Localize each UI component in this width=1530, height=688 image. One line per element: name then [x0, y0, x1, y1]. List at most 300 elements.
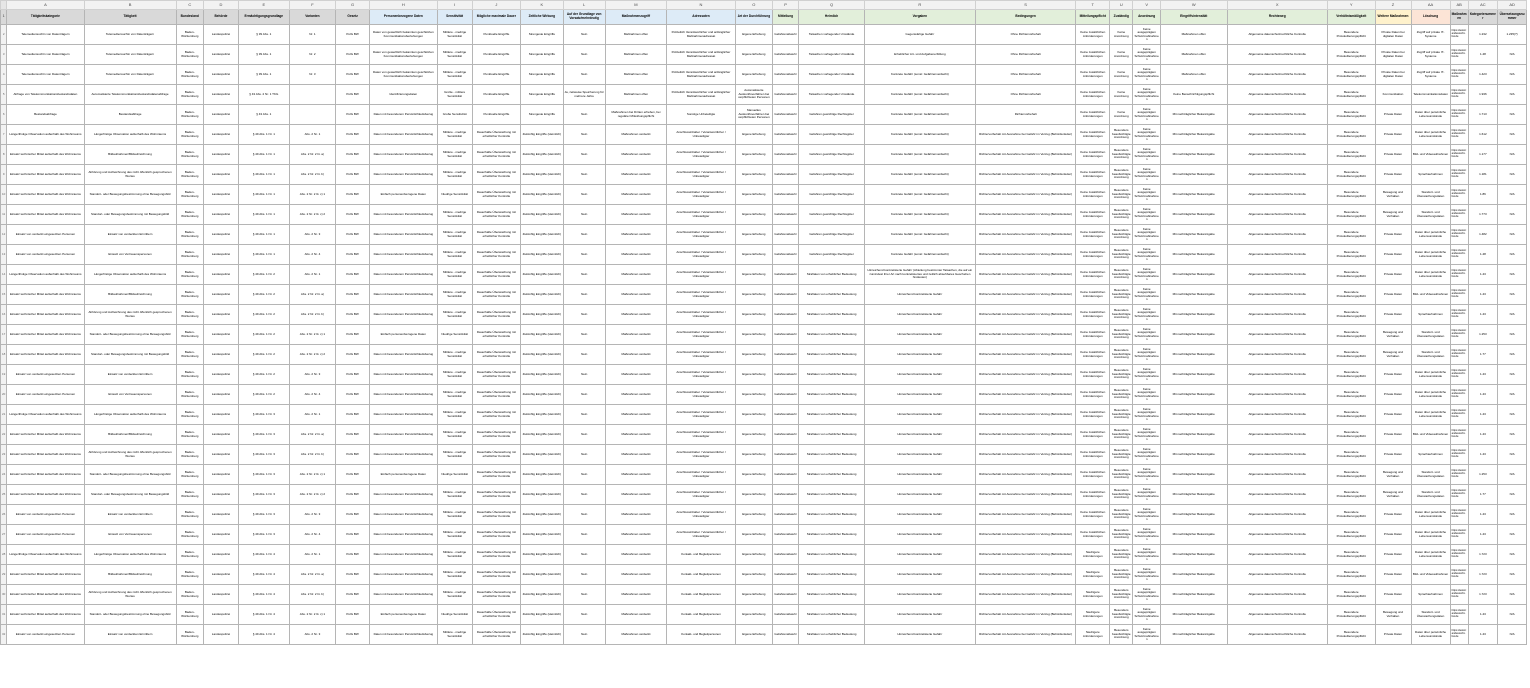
table-cell[interactable]: Kontakt- und Begleitpersonen	[667, 625, 736, 645]
table-cell[interactable]: Mit nachträglicher Bekanntgabe	[1160, 505, 1227, 525]
table-cell[interactable]: Daten über persönliche Lebensumstände	[1411, 505, 1450, 525]
table-cell[interactable]: Abs. 2 Nr. 3	[289, 625, 336, 645]
table-cell[interactable]: Mit nachträglicher Bekanntgabe	[1160, 225, 1227, 245]
row-number[interactable]: 28	[1, 545, 7, 565]
table-cell[interactable]: 1.43	[1468, 385, 1498, 405]
table-cell[interactable]: Gefahrenabwehr	[772, 45, 798, 65]
table-cell[interactable]: PolG BW	[336, 425, 370, 445]
table-cell[interactable]: Gefahrenabwehr	[772, 585, 798, 605]
table-cell[interactable]: Hinreichend konkretisierte Gefahr	[864, 345, 975, 365]
table-cell[interactable]: Zugriff auf private IT-Systeme	[1411, 65, 1450, 85]
table-cell[interactable]: Einsatz von verdeckt eingesetzten Personen	[7, 525, 84, 545]
table-cell[interactable]: Gefahrenabwehr	[772, 105, 798, 125]
table-cell[interactable]: Gefahrenabwehr	[772, 245, 798, 265]
table-cell[interactable]: Daten mit besonderem Persönlichkeitsbezug	[370, 345, 438, 365]
table-cell[interactable]: Gefahrenabwehr	[772, 605, 798, 625]
table-cell[interactable]: Standort- oder Bewegungsbestimmung ohne Bewegungsbild	[84, 185, 176, 205]
table-cell[interactable]: Richtervorbehalt mit Ausnahme bei Gefahr im Verzug (Behördenleiter)	[975, 365, 1075, 385]
table-cell[interactable]: Tatsachen vorliegender Umstände	[799, 65, 865, 85]
table-cell[interactable]: Standort- und Überwachungsdaten	[1411, 605, 1450, 625]
table-cell[interactable]: https://www.landesrecht-bw.de	[1450, 225, 1468, 245]
table-cell[interactable]: Zukünftig Eingriffe (Heimlich)	[521, 565, 563, 585]
table-cell[interactable]: Besonders beaufsichtigte Anordnung	[1110, 605, 1133, 625]
row-number[interactable]: 12	[1, 225, 7, 245]
table-cell[interactable]: Baden-Württemberg	[176, 345, 203, 365]
table-cell[interactable]: Besonders beaufsichtigte Anordnung	[1110, 565, 1133, 585]
table-cell[interactable]: Richtervorbehalt mit Ausnahme bei Gefahr im Verzug (Behördenleiter)	[975, 585, 1075, 605]
table-cell[interactable]: Besonders beaufsichtigte Anordnung	[1110, 585, 1133, 605]
table-cell[interactable]: Keine Anordnung	[1110, 25, 1133, 45]
table-cell[interactable]: Private Daten	[1375, 305, 1411, 325]
table-cell[interactable]: Allgemeine datenschutzrechtliche Kontrolle	[1227, 345, 1327, 365]
row-number[interactable]: 23	[1, 445, 7, 465]
table-cell[interactable]: N/A	[1498, 505, 1527, 525]
table-cell[interactable]: Gefahrenabwehr	[772, 205, 798, 225]
table-cell[interactable]: Einfach personenbezogene Daten	[370, 465, 438, 485]
table-cell[interactable]: Dauerhafte Überwachung mit erheblicher Kontrolle	[472, 625, 521, 645]
table-cell[interactable]: 1.253	[1468, 325, 1498, 345]
table-cell[interactable]: PolG BW	[336, 145, 370, 165]
table-cell[interactable]: N/A	[1498, 485, 1527, 505]
table-cell[interactable]: Keine ausgeprägten Schutzmaßnahmen	[1133, 225, 1160, 245]
column-header-letter[interactable]: AC	[1468, 1, 1498, 10]
table-cell[interactable]: Baden-Württemberg	[176, 85, 203, 105]
table-cell[interactable]: Telemediensuchtn von Datenträgern	[84, 45, 176, 65]
row-number[interactable]: 31	[1, 605, 7, 625]
table-cell[interactable]: 1.936	[1468, 85, 1498, 105]
table-cell[interactable]: Richtervorbehalt mit Ausnahme bei Gefahr im Verzug (Behördenleiter)	[975, 285, 1075, 305]
table-cell[interactable]: Richtervorbehalt mit Ausnahme bei Gefahr im Verzug (Behördenleiter)	[975, 565, 1075, 585]
table-cell[interactable]: Abs. 2 Nr. 4	[289, 525, 336, 545]
table-cell[interactable]: Abs. 2 Nr. 3	[289, 365, 336, 385]
table-cell[interactable]: Dauerhafte Überwachung mit erheblicher Kontrolle	[472, 225, 521, 245]
table-cell[interactable]: PolG BW	[336, 85, 370, 105]
table-cell[interactable]: Allgemeine datenschutzrechtliche Kontrolle	[1227, 385, 1327, 405]
table-cell[interactable]: 1.43	[1468, 445, 1498, 465]
table-cell[interactable]: Eigene Erhebung	[735, 585, 772, 605]
table-cell[interactable]: Allgemeine datenschutzrechtliche Kontrolle	[1227, 305, 1327, 325]
table-cell[interactable]: 1.181	[1468, 165, 1498, 185]
table-cell[interactable]: Gefahrenabwehr	[772, 225, 798, 245]
table-cell[interactable]: Allgemeine datenschutzrechtliche Kontrolle	[1227, 505, 1327, 525]
table-cell[interactable]: Gegenwärtige Gefahr	[864, 25, 975, 45]
table-cell[interactable]: PolG BW	[336, 125, 370, 145]
column-header[interactable]: Maßnahmenzugriff	[605, 10, 666, 25]
table-cell[interactable]: Konkrete Gefahr (sonst: Gefahrenverdacht)	[864, 205, 975, 225]
table-cell[interactable]: Straftaten von erheblicher Bedeutung	[799, 605, 865, 625]
table-cell[interactable]: Konkrete Gefahr (sonst: Gefahrenverdacht)	[864, 185, 975, 205]
table-cell[interactable]: Straftaten von erheblicher Bedeutung	[799, 445, 865, 465]
table-cell[interactable]: Eigene Erhebung	[735, 225, 772, 245]
row-number[interactable]: 26	[1, 505, 7, 525]
table-cell[interactable]: Maßnahmen verdeckt	[605, 445, 666, 465]
table-cell[interactable]: Anschlussinhaber / Verantwortlicher / Unbeteiligter	[667, 445, 736, 465]
table-cell[interactable]: Gefahren gewichtige Rechtsgüter	[799, 245, 865, 265]
table-cell[interactable]: Nein	[563, 585, 605, 605]
table-cell[interactable]: Eigene Erhebung	[735, 505, 772, 525]
table-cell[interactable]: https://www.landesrecht-bw.de	[1450, 345, 1468, 365]
column-header-letter[interactable]: Y	[1327, 1, 1375, 10]
table-cell[interactable]: Nein	[563, 105, 605, 125]
table-cell[interactable]: Anschlussinhaber / Verantwortlicher / Unbeteiligter	[667, 165, 736, 185]
table-cell[interactable]: 1.713	[1468, 105, 1498, 125]
row-number[interactable]: 3	[1, 45, 7, 65]
table-cell[interactable]: Abs. 2 Nr. 2 lit. c) 2	[289, 205, 336, 225]
table-cell[interactable]: Manuelles Auskunftsverfahren bei verpflichteten Personen	[735, 105, 772, 125]
table-cell[interactable]: Private Daten bei digitalen Daten	[1375, 65, 1411, 85]
column-header[interactable]: Rechtsweg	[1227, 10, 1327, 25]
table-cell[interactable]: Allgemeine datenschutzrechtliche Kontrolle	[1227, 205, 1327, 225]
table-cell[interactable]: Mittlere - niedrige Sensitivität	[437, 45, 472, 65]
table-cell[interactable]: https://www.landesrecht-bw.de	[1450, 605, 1468, 625]
table-cell[interactable]: Private Daten bei digitalen Daten	[1375, 45, 1411, 65]
table-cell[interactable]: Maßnahmen verdeckt	[605, 145, 666, 165]
table-cell[interactable]: Maßnahmen verdeckt	[605, 305, 666, 325]
table-cell[interactable]: Baden-Württemberg	[176, 625, 203, 645]
table-cell[interactable]: N/A	[1498, 585, 1527, 605]
table-cell[interactable]: Konkrete Gefahr (sonst: Gefahrenverdacht)	[864, 165, 975, 185]
table-cell[interactable]: Dauerhafte Überwachung mit erheblicher Kontrolle	[472, 405, 521, 425]
table-cell[interactable]: Gefahren gewichtige Rechtsgüter	[799, 165, 865, 185]
table-cell[interactable]: https://www.landesrecht-bw.de	[1450, 465, 1468, 485]
column-header-letter[interactable]: O	[735, 1, 772, 10]
table-cell[interactable]: Daten mit besonderem Persönlichkeitsbezug	[370, 585, 438, 605]
table-cell[interactable]: Keine ausgeprägten Schutzmaßnahmen	[1133, 265, 1160, 285]
table-cell[interactable]: Baden-Württemberg	[176, 245, 203, 265]
table-cell[interactable]: Besondere Protokollierungspflicht	[1327, 405, 1375, 425]
table-cell[interactable]: Anschlussinhaber / Verantwortlicher / Unbeteiligter	[667, 265, 736, 285]
table-cell[interactable]: Mittlere - niedrige Sensitivität	[437, 625, 472, 645]
table-cell[interactable]: Zukünftig Eingriffe (Heimlich)	[521, 265, 563, 285]
table-cell[interactable]: Telemediensuchtn von Datenträgern	[7, 65, 84, 85]
table-cell[interactable]: Bildaufnahmen/Bildaufzeichnung	[84, 145, 176, 165]
column-header-letter[interactable]: F	[289, 1, 336, 10]
table-cell[interactable]: https://www.landesrecht-bw.de	[1450, 205, 1468, 225]
table-cell[interactable]: § 49 Abs. 1 Nr. 3	[238, 485, 289, 505]
table-cell[interactable]: Baden-Württemberg	[176, 185, 203, 205]
table-cell[interactable]: Nr. 2	[289, 45, 336, 65]
table-cell[interactable]: Kontakt- und Begleitpersonen	[667, 545, 736, 565]
table-cell[interactable]: Baden-Württemberg	[176, 445, 203, 465]
table-cell[interactable]: Keine zusätzlichen Anforderungen	[1076, 245, 1110, 265]
table-cell[interactable]: https://www.landesrecht-bw.de	[1450, 185, 1468, 205]
column-header-letter[interactable]: N	[667, 1, 736, 10]
table-cell[interactable]: Besonders beaufsichtigte Anordnung	[1110, 625, 1133, 645]
table-cell[interactable]: Daten mit besonderem Persönlichkeitsbezug	[370, 285, 438, 305]
table-cell[interactable]: Zukünftig Eingriffe (Heimlich)	[521, 245, 563, 265]
table-cell[interactable]: Gefahrenabwehr	[772, 85, 798, 105]
column-header-letter[interactable]: B	[84, 1, 176, 10]
table-cell[interactable]: Zukünftig Eingriffe (Heimlich)	[521, 585, 563, 605]
table-cell[interactable]: Sprachaufnahmen	[1411, 585, 1450, 605]
table-cell[interactable]: https://www.landesrecht-bw.de	[1450, 145, 1468, 165]
column-header-letter[interactable]: A	[7, 1, 84, 10]
column-header-letter[interactable]: G	[336, 1, 370, 10]
table-cell[interactable]: Zukünftig Eingriffe (Heimlich)	[521, 425, 563, 445]
row-number[interactable]: 2	[1, 25, 7, 45]
table-cell[interactable]: Keine zusätzlichen Anforderungen	[1076, 65, 1110, 85]
table-cell[interactable]: Private Daten	[1375, 505, 1411, 525]
table-cell[interactable]: Richtervorbehalt mit Ausnahme bei Gefahr im Verzug (Behördenleiter)	[975, 425, 1075, 445]
table-cell[interactable]: Keine Anordnung	[1110, 45, 1133, 65]
table-cell[interactable]: Abs. 2 Nr. 3	[289, 225, 336, 245]
table-cell[interactable]: § 43 Abs. 2 Nr. 1 TKG	[238, 85, 289, 105]
table-cell[interactable]: Hinreichend konkretisierte Gefahr	[864, 385, 975, 405]
table-cell[interactable]: Gefahrenabwehr	[772, 385, 798, 405]
row-number[interactable]: 27	[1, 525, 7, 545]
column-header[interactable]: Zeitliche Wirkung	[521, 10, 563, 25]
table-cell[interactable]: Landespolizei	[204, 125, 239, 145]
table-cell[interactable]: Mit nachträglicher Bekanntgabe	[1160, 385, 1227, 405]
table-cell[interactable]: Hinreichend konkretisierte Gefahr	[864, 365, 975, 385]
table-cell[interactable]: Mit nachträglicher Bekanntgabe	[1160, 585, 1227, 605]
table-cell[interactable]: Polizeilich Verantwortlicher und anfänglicher Maßnahmenadressat	[667, 85, 736, 105]
table-cell[interactable]: Einsatz von Vertrauenspersonen	[84, 525, 176, 545]
table-cell[interactable]: Mit nachträglicher Bekanntgabe	[1160, 425, 1227, 445]
table-cell[interactable]: Maßnahmen verdeckt	[605, 605, 666, 625]
table-cell[interactable]: Bewegung und Verhalten	[1375, 465, 1411, 485]
column-header-letter[interactable]: K	[521, 1, 563, 10]
table-cell[interactable]: 1.177	[1468, 145, 1498, 165]
row-number[interactable]: 32	[1, 625, 7, 645]
table-cell[interactable]: 1.43	[1468, 405, 1498, 425]
table-cell[interactable]: Landespolizei	[204, 365, 239, 385]
table-cell[interactable]: Straftaten von erheblicher Bedeutung	[799, 345, 865, 365]
table-cell[interactable]: Mit nachträglicher Bekanntgabe	[1160, 605, 1227, 625]
table-cell[interactable]: Mittlere - niedrige Sensitivität	[437, 545, 472, 565]
table-cell[interactable]: Telemediensuchtn von Datenträgern	[84, 25, 176, 45]
table-cell[interactable]: Zukünftig Eingriffe (Heimlich)	[521, 405, 563, 425]
column-header-letter[interactable]: D	[204, 1, 239, 10]
table-cell[interactable]: Allgemeine datenschutzrechtliche Kontrolle	[1227, 225, 1327, 245]
table-cell[interactable]: Keine ausgeprägten Schutzmaßnahmen	[1133, 245, 1160, 265]
table-cell[interactable]: Besondere Protokollierungspflicht	[1327, 545, 1375, 565]
table-cell[interactable]: Abs. 2 Nr. 4	[289, 245, 336, 265]
table-cell[interactable]: Einsatz technischer Mittel außerhalb des Wohnraums	[7, 185, 84, 205]
table-cell[interactable]: https://www.landesrecht-bw.de	[1450, 165, 1468, 185]
table-cell[interactable]: Hinreichend konkretisierte Gefahr (Ableitung bestimmter Tatsachen, die auf ein zumindest ihrer Art nach konkretisiertes und zeitlich absehbares Geschehen hindeuten)	[864, 265, 975, 285]
table-cell[interactable]: Gefahrenabwehr	[772, 305, 798, 325]
table-cell[interactable]: Nein	[563, 45, 605, 65]
table-cell[interactable]: § 49 Abs. 1 Nr. 4	[238, 565, 289, 585]
table-cell[interactable]: Eigene Erhebung	[735, 605, 772, 625]
table-cell[interactable]: Gefahrenabwehr	[772, 65, 798, 85]
table-cell[interactable]: Landespolizei	[204, 385, 239, 405]
table-cell[interactable]: Einsatz von verdeckt eingesetzten Personen	[7, 365, 84, 385]
table-cell[interactable]: Tatsachen vorliegender Umstände	[799, 45, 865, 65]
table-cell[interactable]: Keine zusätzlichen Anforderungen	[1076, 405, 1110, 425]
table-cell[interactable]: Keine zusätzlichen Anforderungen	[1076, 465, 1110, 485]
table-cell[interactable]: Mit nachträglicher Bekanntgabe	[1160, 245, 1227, 265]
table-cell[interactable]: Daten mit besonderem Persönlichkeitsbezug	[370, 265, 438, 285]
table-cell[interactable]: PolG BW	[336, 465, 370, 485]
table-cell[interactable]: Zukünftig Eingriffe (Heimlich)	[521, 145, 563, 165]
column-header-letter[interactable]: P	[772, 1, 798, 10]
table-cell[interactable]: Strengeste Eingriffe	[521, 45, 563, 65]
column-header[interactable]: Tätigkeit	[84, 10, 176, 25]
table-cell[interactable]: Besondere Protokollierungspflicht	[1327, 345, 1375, 365]
table-cell[interactable]: Eigene Erhebung	[735, 205, 772, 225]
row-number[interactable]: 1	[1, 10, 7, 25]
table-cell[interactable]: Nein	[563, 525, 605, 545]
table-cell[interactable]: § 49 Abs. 1 Nr. 3	[238, 405, 289, 425]
table-cell[interactable]: § 49 Abs. 1 Nr. 3	[238, 445, 289, 465]
table-cell[interactable]: Einsatz technischer Mittel außerhalb des Wohnraums	[7, 145, 84, 165]
table-cell[interactable]: Dauerhafte Überwachung mit erheblicher Kontrolle	[472, 365, 521, 385]
table-cell[interactable]: Allgemeine datenschutzrechtliche Kontrolle	[1227, 465, 1327, 485]
table-cell[interactable]: Ja, zeitweise Speicherung für mehrere Jahre	[563, 85, 605, 105]
table-cell[interactable]: https://www.landesrecht-bw.de	[1450, 365, 1468, 385]
table-cell[interactable]: Private Daten	[1375, 545, 1411, 565]
table-cell[interactable]: Maßnahmen verdeckt	[605, 325, 666, 345]
table-cell[interactable]: Maßnahmen verdeckt	[605, 365, 666, 385]
table-cell[interactable]: Besonders beaufsichtigte Anordnung	[1110, 145, 1133, 165]
table-cell[interactable]: Abs. 2 Nr. 2 lit. a)	[289, 425, 336, 445]
table-cell[interactable]: Allgemeine datenschutzrechtliche Kontrolle	[1227, 25, 1327, 45]
table-cell[interactable]: Landespolizei	[204, 245, 239, 265]
table-cell[interactable]: Allgemeine datenschutzrechtliche Kontrolle	[1227, 85, 1327, 105]
table-cell[interactable]: Keine ausgeprägten Schutzmaßnahmen	[1133, 485, 1160, 505]
table-cell[interactable]: Richtervorbehalt mit Ausnahme bei Gefahr im Verzug (Behördenleiter)	[975, 605, 1075, 625]
table-cell[interactable]: Anschlussinhaber / Verantwortlicher / Unbeteiligter	[667, 185, 736, 205]
table-cell[interactable]: Maßnahmen verdeckt	[605, 125, 666, 145]
table-cell[interactable]: https://www.landesrecht-bw.de	[1450, 445, 1468, 465]
column-header[interactable]: Kategorienummer	[1468, 10, 1498, 25]
table-cell[interactable]: Abs. 2 Nr. 2 lit. c) 2	[289, 345, 336, 365]
row-number[interactable]: 19	[1, 365, 7, 385]
table-cell[interactable]: Abs. 2 Nr. 2 lit. c) 1	[289, 185, 336, 205]
table-cell[interactable]: Landespolizei	[204, 205, 239, 225]
table-cell[interactable]: Keine zusätzlichen Anforderungen	[1076, 505, 1110, 525]
table-cell[interactable]: Hinreichend konkretisierte Gefahr	[864, 505, 975, 525]
table-cell[interactable]: Dauerhafte Überwachung mit erheblicher Kontrolle	[472, 565, 521, 585]
table-cell[interactable]: Abs. 2 Nr. 2 lit. b)	[289, 445, 336, 465]
table-cell[interactable]: Landespolizei	[204, 545, 239, 565]
table-cell[interactable]: Sprachaufnahmen	[1411, 445, 1450, 465]
table-cell[interactable]: Landespolizei	[204, 65, 239, 85]
table-cell[interactable]: Straftaten von erheblicher Bedeutung	[799, 425, 865, 445]
table-cell[interactable]: Eigene Erhebung	[735, 165, 772, 185]
table-cell[interactable]: Daten über persönliche Lebensumstände	[1411, 385, 1450, 405]
table-cell[interactable]: Private Daten	[1375, 565, 1411, 585]
table-cell[interactable]: Mit nachträglicher Bekanntgabe	[1160, 445, 1227, 465]
table-cell[interactable]: Mit nachträglicher Bekanntgabe	[1160, 185, 1227, 205]
table-cell[interactable]: Landespolizei	[204, 265, 239, 285]
table-cell[interactable]: Einsatz von verdeckten Ermittlern	[84, 365, 176, 385]
table-cell[interactable]: Daten mit besonderem Persönlichkeitsbezug	[370, 105, 438, 125]
table-cell[interactable]: Abs. 2 Nr. 2 lit. a)	[289, 285, 336, 305]
table-cell[interactable]: Nr. 3	[289, 65, 336, 85]
table-cell[interactable]: Standort- oder Bewegungsbestimmung ohne Bewegungsbild	[84, 465, 176, 485]
table-cell[interactable]: Baden-Württemberg	[176, 465, 203, 485]
table-cell[interactable]: Anschlussinhaber / Verantwortlicher / Unbeteiligter	[667, 465, 736, 485]
column-header[interactable]: Verhältnismäßigkeit	[1327, 10, 1375, 25]
table-cell[interactable]: Straftaten von erheblicher Bedeutung	[799, 405, 865, 425]
table-cell[interactable]: Anschlussinhaber / Verantwortlicher / Unbeteiligter	[667, 285, 736, 305]
table-cell[interactable]: Telemediensuchtn von Datenträgern	[7, 45, 84, 65]
table-cell[interactable]: https://www.landesrecht-bw.de	[1450, 285, 1468, 305]
table-cell[interactable]: Richtervorbehalt mit Ausnahme bei Gefahr im Verzug (Behördenleiter)	[975, 125, 1075, 145]
row-number[interactable]: 29	[1, 565, 7, 585]
table-cell[interactable]: Landespolizei	[204, 45, 239, 65]
table-cell[interactable]: Besonders beaufsichtigte Anordnung	[1110, 225, 1133, 245]
table-cell[interactable]: N/A	[1498, 105, 1527, 125]
table-cell[interactable]: Besondere Protokollierungspflicht	[1327, 605, 1375, 625]
table-cell[interactable]: Gefahrenabwehr	[772, 485, 798, 505]
table-cell[interactable]: Allgemeine datenschutzrechtliche Kontrolle	[1227, 265, 1327, 285]
table-cell[interactable]: Private Daten	[1375, 525, 1411, 545]
table-cell[interactable]: PolG BW	[336, 285, 370, 305]
table-cell[interactable]: Bild- und Videoaufnahmen	[1411, 285, 1450, 305]
table-cell[interactable]: Mittlere - niedrige Sensitivität	[437, 385, 472, 405]
table-cell[interactable]: Dauerhafte Überwachung mit erheblicher Kontrolle	[472, 505, 521, 525]
row-number[interactable]: 20	[1, 385, 7, 405]
table-cell[interactable]: Straftaten von erheblicher Bedeutung	[799, 485, 865, 505]
table-cell[interactable]: Abhörung und Aufzeichnung des nicht öffentlich gesprochenen Wortes	[84, 305, 176, 325]
table-cell[interactable]: Maßnahmen verdeckt	[605, 465, 666, 485]
table-cell[interactable]: Maßnahmen verdeckt	[605, 625, 666, 645]
table-cell[interactable]: Private Daten	[1375, 225, 1411, 245]
table-cell[interactable]: § 39 Abs. 1	[238, 65, 289, 85]
table-cell[interactable]: PolG BW	[336, 625, 370, 645]
table-cell[interactable]: N/A	[1498, 385, 1527, 405]
table-cell[interactable]: Landespolizei	[204, 485, 239, 505]
table-cell[interactable]: https://www.landesrecht-bw.de	[1450, 25, 1468, 45]
table-cell[interactable]: § 49 Abs. 1 Nr. 1	[238, 145, 289, 165]
table-cell[interactable]: Keine ausgeprägten Schutzmaßnahmen	[1133, 285, 1160, 305]
table-cell[interactable]: https://www.landesrecht-bw.de	[1450, 585, 1468, 605]
table-cell[interactable]: Keine zusätzlichen Anforderungen	[1076, 425, 1110, 445]
table-cell[interactable]: Keine zusätzlichen Anforderungen	[1076, 45, 1110, 65]
table-cell[interactable]: https://www.landesrecht-bw.de	[1450, 325, 1468, 345]
table-cell[interactable]: Nein	[563, 445, 605, 465]
table-cell[interactable]: Dauerhafte Überwachung mit erheblicher Kontrolle	[472, 285, 521, 305]
table-cell[interactable]: Sprachaufnahmen	[1411, 305, 1450, 325]
table-cell[interactable]: Nein	[563, 285, 605, 305]
table-cell[interactable]: Punktuelle Eingriffe	[472, 65, 521, 85]
table-cell[interactable]: Mittlere - niedrige Sensitivität	[437, 265, 472, 285]
column-header[interactable]: Adressaten	[667, 10, 736, 25]
table-cell[interactable]: https://www.landesrecht-bw.de	[1450, 525, 1468, 545]
table-cell[interactable]: Mit nachträglicher Bekanntgabe	[1160, 405, 1227, 425]
table-cell[interactable]: Nein	[563, 465, 605, 485]
table-cell[interactable]: Einfach personenbezogene Daten	[370, 185, 438, 205]
table-cell[interactable]: Längerfristige Observation außerhalb des Wohnraums	[7, 405, 84, 425]
column-header-letter[interactable]: AD	[1498, 1, 1527, 10]
table-cell[interactable]: Gefahren gewichtige Rechtsgüter	[799, 185, 865, 205]
table-cell[interactable]: Daten über persönliche Lebensumstände	[1411, 545, 1450, 565]
table-cell[interactable]: Dauerhafte Überwachung mit erheblicher Kontrolle	[472, 425, 521, 445]
row-number[interactable]: 21	[1, 405, 7, 425]
table-cell[interactable]: Besonders beaufsichtigte Anordnung	[1110, 365, 1133, 385]
table-cell[interactable]: Baden-Württemberg	[176, 405, 203, 425]
table-cell[interactable]: Eigene Erhebung	[735, 385, 772, 405]
table-cell[interactable]: Mittlere - niedrige Sensitivität	[437, 445, 472, 465]
table-cell[interactable]: N/A	[1498, 305, 1527, 325]
table-cell[interactable]: Einsatz technischer Mittel außerhalb des Wohnraums	[7, 345, 84, 365]
table-cell[interactable]: Daten mit besonderem Persönlichkeitsbezug	[370, 225, 438, 245]
table-cell[interactable]: Keine zusätzlichen Anforderungen	[1076, 105, 1110, 125]
table-cell[interactable]: Anschlussinhaber / Verantwortlicher / Unbeteiligter	[667, 385, 736, 405]
table-cell[interactable]: Mit nachträglicher Bekanntgabe	[1160, 525, 1227, 545]
table-cell[interactable]: Mit nachträglicher Bekanntgabe	[1160, 165, 1227, 185]
table-cell[interactable]: Gefahrenabwehr	[772, 25, 798, 45]
column-header-letter[interactable]: R	[864, 1, 975, 10]
table-cell[interactable]: Abhörung und Aufzeichnung des nicht öffentlich gesprochenen Wortes	[84, 165, 176, 185]
table-cell[interactable]: Längerfristige Observation außerhalb des Wohnraums	[84, 405, 176, 425]
table-cell[interactable]: Straftaten von erheblicher Bedeutung	[799, 505, 865, 525]
table-cell[interactable]: Einsatz technischer Mittel außerhalb des Wohnraums	[7, 285, 84, 305]
